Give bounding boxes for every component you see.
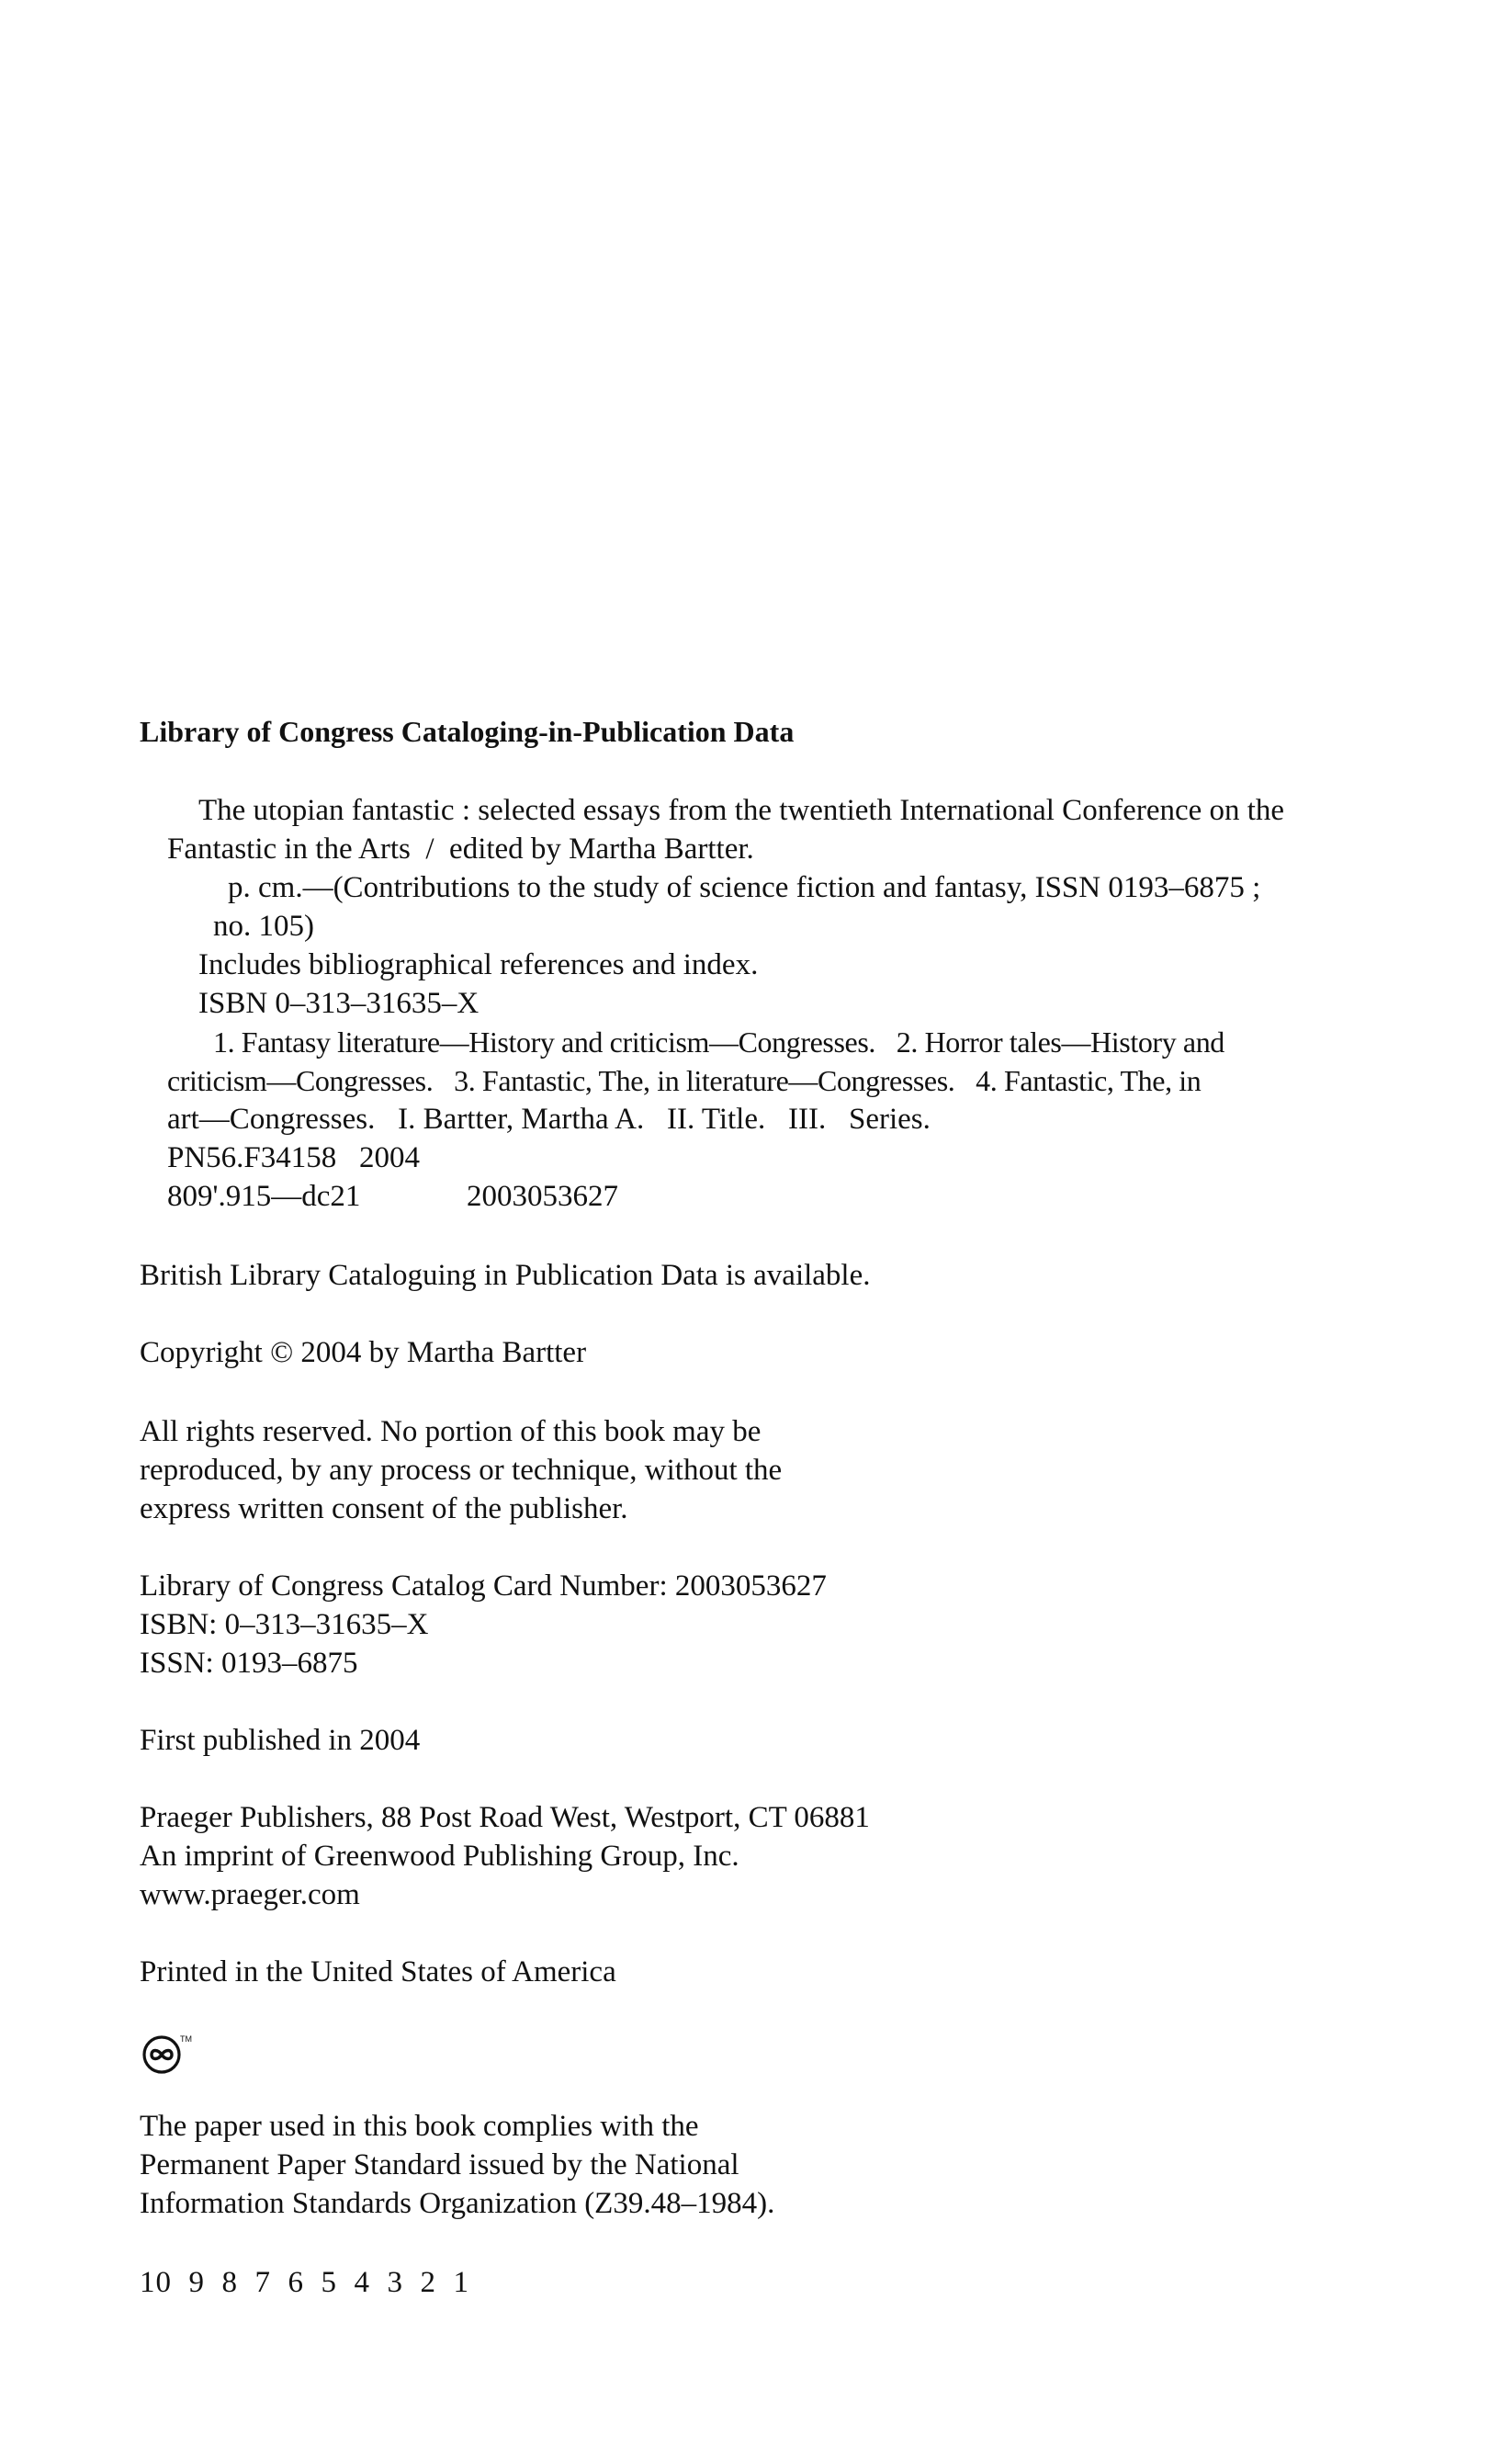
british-library-note: British Library Cataloguing in Publication Data is available. [140,1259,871,1292]
printed-in: Printed in the United States of America [140,1955,616,1988]
rights-line-3: express written consent of the publisher. [140,1492,628,1525]
first-published: First published in 2004 [140,1724,421,1757]
paper-statement-line-2: Permanent Paper Standard issued by the National [140,2148,739,2181]
rights-line-2: reproduced, by any process or technique, without the [140,1454,783,1487]
issn-line: ISSN: 0193–6875 [140,1647,358,1680]
cip-heading: Library of Congress Cataloging-in-Publication Data [140,715,795,748]
permanent-paper-infinity-icon [140,2031,195,2075]
cip-title-line-2: Fantastic in the Arts / edited by Martha Bartter. [167,833,754,866]
paper-statement-line-3: Information Standards Organization (Z39.48–1984). [140,2187,775,2220]
cip-subjects-line-2: criticism—Congresses. 3. Fantastic, The, in literature—Congresses. 4. Fantastic, The, in [167,1064,1202,1097]
cip-series-line-1: p. cm.—(Contributions to the study of science fiction and fantasy, ISSN 0193–6875 ; [228,871,1261,904]
cip-isbn: ISBN 0–313–31635–X [198,987,480,1020]
cip-subjects-line-3: art—Congresses. I. Bartter, Martha A. II. Title. III. Series. [167,1103,931,1136]
cip-series-line-2: no. 105) [213,910,314,943]
rights-line-1: All rights reserved. No portion of this book may be [140,1415,762,1448]
copyright-line: Copyright © 2004 by Martha Bartter [140,1336,587,1369]
cip-lccn: 2003053627 [467,1180,618,1213]
cip-call-number: PN56.F34158 2004 [167,1141,421,1174]
printing-number-line: 10 9 8 7 6 5 4 3 2 1 [140,2266,469,2299]
cip-notes: Includes bibliographical references and index. [198,948,759,981]
publisher-imprint: An imprint of Greenwood Publishing Group, Inc. [140,1840,739,1873]
cip-classification: 809'.915—dc21 [167,1180,361,1213]
trademark-mark: TM [180,2034,192,2044]
cip-subjects-line-1: 1. Fantasy literature—History and criticism—Congresses. 2. Horror tales—History and [213,1025,1224,1059]
cip-title-line-1: The utopian fantastic : selected essays from the twentieth International Conference on the [198,794,1285,827]
isbn-line: ISBN: 0–313–31635–X [140,1608,429,1641]
paper-statement-line-1: The paper used in this book complies with the [140,2110,699,2143]
publisher-address: Praeger Publishers, 88 Post Road West, Westport, CT 06881 [140,1801,870,1834]
publisher-website: www.praeger.com [140,1878,360,1911]
lc-card-number: Library of Congress Catalog Card Number: 2003053627 [140,1569,827,1603]
